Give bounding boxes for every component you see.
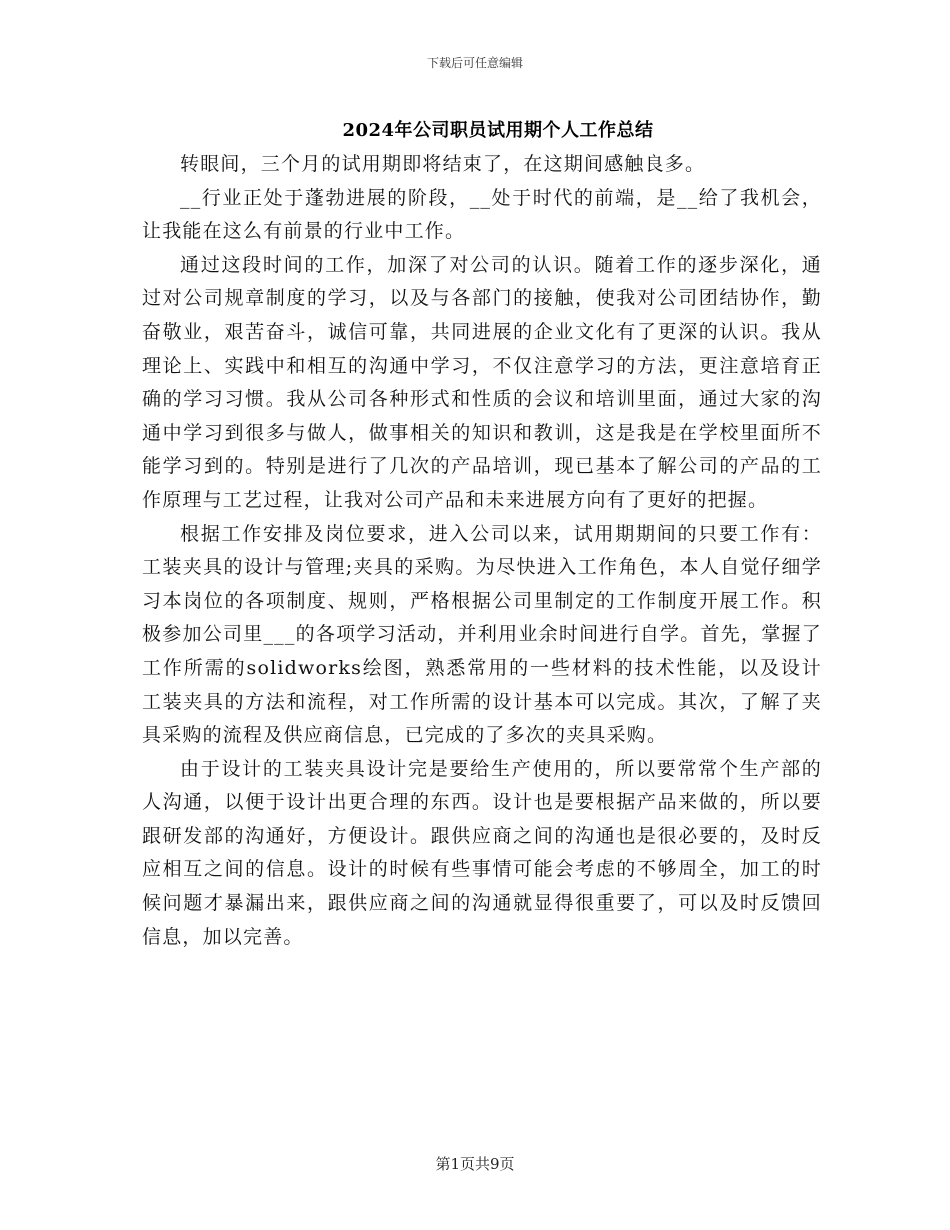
header-note: 下载后可任意编辑 — [426, 56, 523, 70]
paragraph: 由于设计的工装夹具设计完是要给生产使用的，所以要常常个生产部的人沟通，以便于设计出更合理的东西。设计也是要根据产品来做的，所以要跟研发部的沟通好，方便设计。跟供应商之间的沟通也是很必要的，及时反应相互之间的信息。设计的时候有些事情可能会考虑的不够周全，加工的时候问题才暴漏出来，跟供应商之间的沟通就显得很重要了，可以及时反馈回信息，加以完善。 — [142, 757, 822, 948]
paragraph: 转眼间，三个月的试用期即将结束了，在这期间感触良多。 — [180, 153, 706, 175]
document-body — [142, 148, 822, 954]
paragraph: __行业正处于蓬勃进展的阶段，__处于时代的前端，是__给了我机会，让我能在这么有前景的行业中工作。 — [142, 186, 822, 243]
paragraph: 根据工作安排及岗位要求，进入公司以来，试用期期间的只要工作有：工装夹具的设计与管理;夹具的采购。为尽快进入工作角色，本人自觉仔细学习本岗位的各项制度、规则，严格根据公司里制定的工作制度开展工作。积极参加公司里___的各项学习活动，并利用业余时间进行自学。首先，掌握了工作所需的solidworks绘图，熟悉常用的一些材料的技术性能，以及设计工装夹具的方法和流程，对工作所需的设计基本可以完成。其次，了解了夹具采购的流程及供应商信息，已完成的了多次的夹具采购。 — [142, 522, 822, 747]
page-number: 第1页共9页 — [435, 1155, 515, 1173]
document-title: 2024年公司职员试用期个人工作总结 — [342, 120, 654, 141]
paragraph: 通过这段时间的工作，加深了对公司的认识。随着工作的逐步深化，通过对公司规章制度的学习，以及与各部门的接触，使我对公司团结协作，勤奋敬业，艰苦奋斗，诚信可靠，共同进展的企业文化有了更深的认识。我从理论上、实践中和相互的沟通中学习，不仅注意学习的方法，更注意培育正确的学习习惯。我从公司各种形式和性质的会议和培训里面，通过大家的沟通中学习到很多与做人，做事相关的知识和教训，这是我是在学校里面所不能学习到的。特别是进行了几次的产品培训，现已基本了解公司的产品的工作原理与工艺过程，让我对公司产品和未来进展方向有了更好的把握。 — [142, 253, 822, 511]
